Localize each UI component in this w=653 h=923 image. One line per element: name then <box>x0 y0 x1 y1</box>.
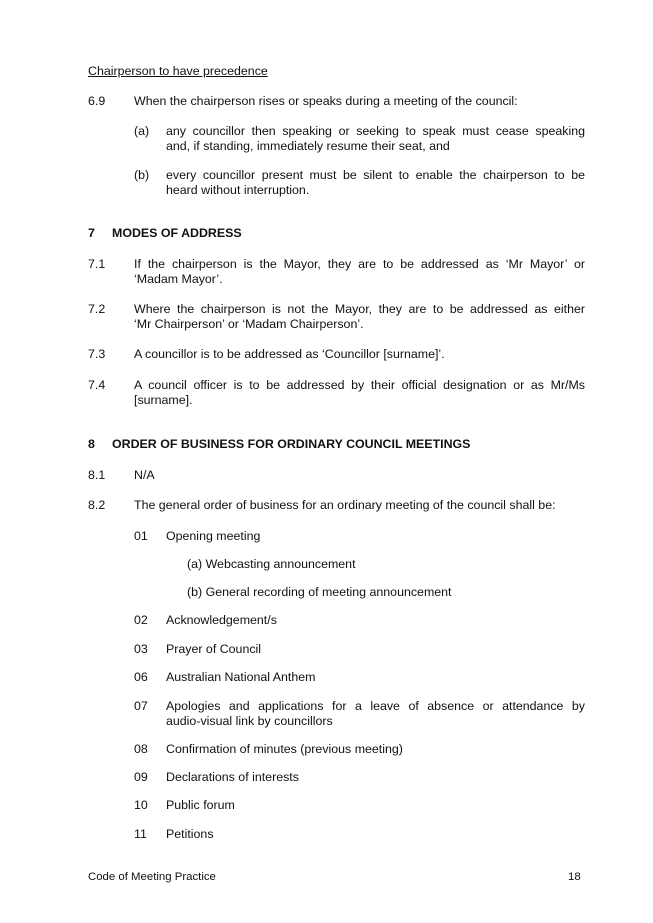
list-item-text: Australian National Anthem <box>166 670 316 684</box>
footer-title: Code of Meeting Practice <box>88 871 216 883</box>
clause-text-line: Where the chairperson is not the Mayor, they are to be addressed as either <box>134 302 585 316</box>
item-label: (a) <box>134 124 150 138</box>
list-item-text: Acknowledgement/s <box>166 613 277 627</box>
item-text-line: every councillor present must be silent to enable the chairperson to be <box>166 168 585 182</box>
clause-text-line: A council officer is to be addressed by their official designation or as Mr/Ms <box>134 378 585 392</box>
clause-text-line: [surname]. <box>134 393 193 407</box>
list-item-text: Petitions <box>166 827 214 841</box>
list-item-text-line: Apologies and applications for a leave of absence or attendance by <box>166 699 585 713</box>
list-item-text: Opening meeting <box>166 529 261 543</box>
section-title: MODES OF ADDRESS <box>112 226 242 240</box>
list-item-number: 11 <box>134 827 147 841</box>
clause-number: 7.3 <box>88 347 106 361</box>
clause-number: 7.2 <box>88 302 106 316</box>
list-item-text: Confirmation of minutes (previous meeting) <box>166 742 403 756</box>
list-item-number: 10 <box>134 798 148 812</box>
list-item-text: Public forum <box>166 798 235 812</box>
item-label: (b) <box>134 168 150 182</box>
section-number: 7 <box>88 226 95 240</box>
list-item-number: 08 <box>134 742 148 756</box>
list-item-number: 01 <box>134 529 148 543</box>
list-item-number: 09 <box>134 770 148 784</box>
list-item-number: 06 <box>134 670 148 684</box>
clause-number: 7.4 <box>88 378 106 392</box>
list-item-number: 03 <box>134 642 148 656</box>
section-title: ORDER OF BUSINESS FOR ORDINARY COUNCIL MEETINGS <box>112 437 471 451</box>
list-item-text-line: audio-visual link by councillors <box>166 714 333 728</box>
section-heading: Chairperson to have precedence <box>88 64 268 78</box>
clause-text: When the chairperson rises or speaks during a meeting of the council: <box>134 94 518 108</box>
list-subitem-text: (b) General recording of meeting announcement <box>187 585 452 599</box>
item-text-line: any councillor then speaking or seeking to speak must cease speaking <box>166 124 585 138</box>
list-item-number: 02 <box>134 613 148 627</box>
clause-text-line: ‘Mr Chairperson’ or ‘Madam Chairperson’. <box>134 317 364 331</box>
clause-number: 8.2 <box>88 498 106 512</box>
item-text-line: and, if standing, immediately resume their seat, and <box>166 139 450 153</box>
page-number: 18 <box>568 871 581 883</box>
clause-number: 6.9 <box>88 94 106 108</box>
item-text-line: heard without interruption. <box>166 183 310 197</box>
list-item-text: Declarations of interests <box>166 770 299 784</box>
clause-number: 8.1 <box>88 468 106 482</box>
list-item-number: 07 <box>134 699 148 713</box>
list-item-text: Prayer of Council <box>166 642 262 656</box>
clause-text-line: A councillor is to be addressed as ‘Councillor [surname]’. <box>134 347 445 361</box>
clause-text: The general order of business for an ordinary meeting of the council shall be: <box>134 498 556 512</box>
section-number: 8 <box>88 437 95 451</box>
clause-text: N/A <box>134 468 155 482</box>
list-subitem-text: (a) Webcasting announcement <box>187 557 356 571</box>
clause-text-line: If the chairperson is the Mayor, they are to be addressed as ‘Mr Mayor’ or <box>134 257 585 271</box>
clause-number: 7.1 <box>88 257 106 271</box>
clause-text-line: ‘Madam Mayor’. <box>134 272 223 286</box>
